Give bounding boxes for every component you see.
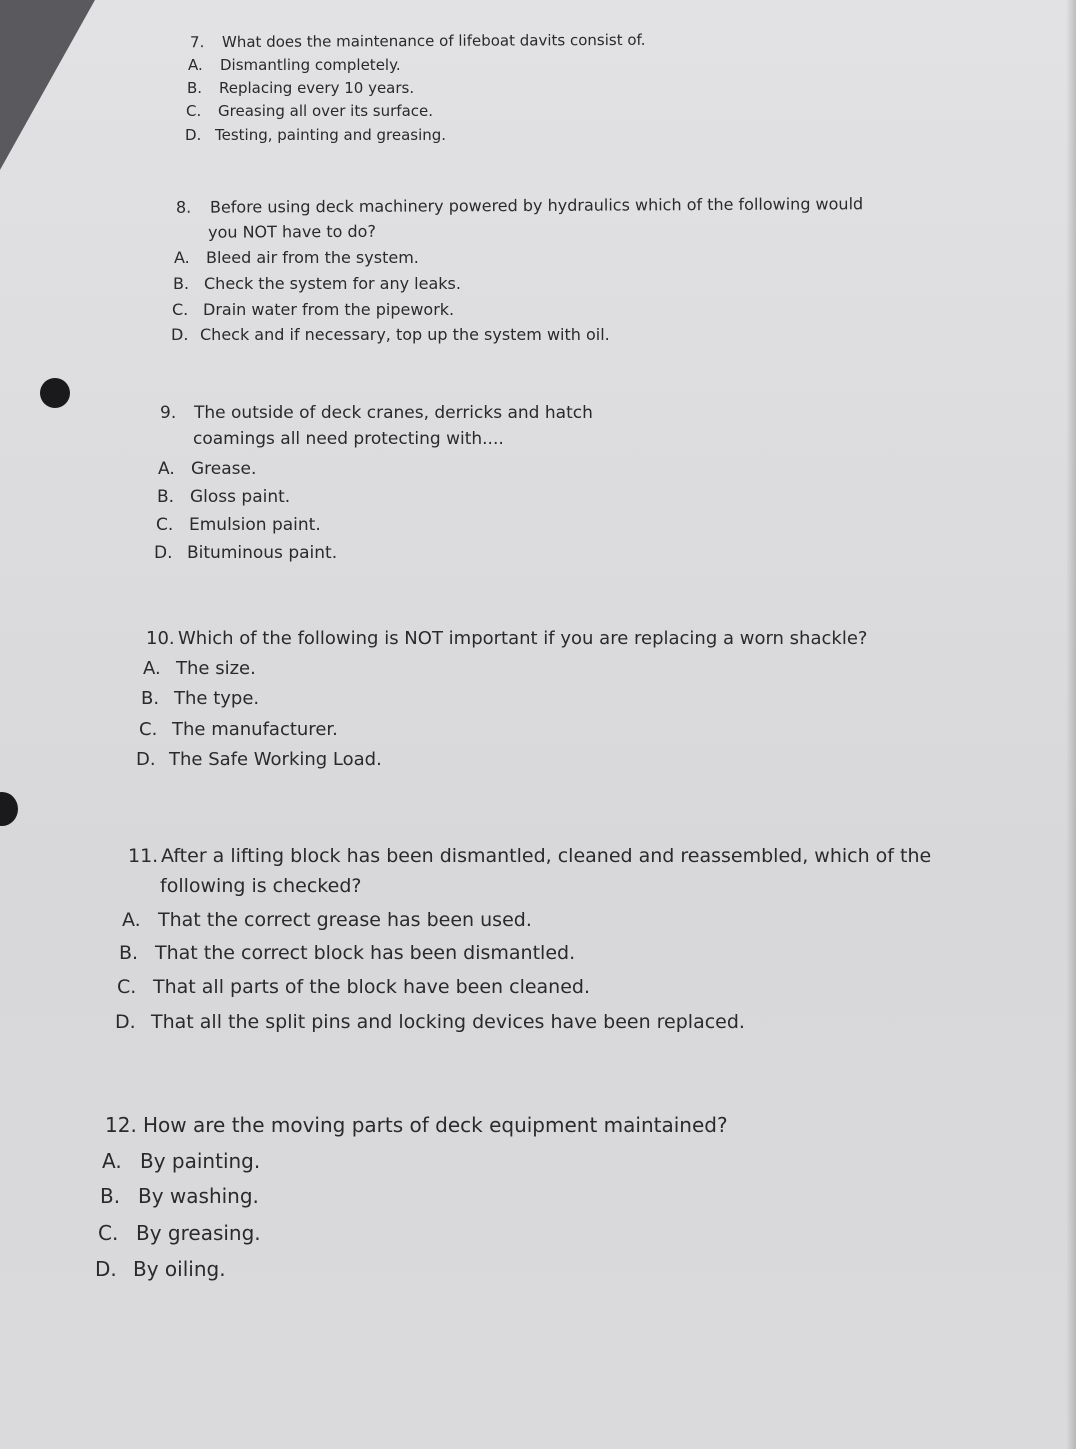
option-7a bbox=[188, 56, 401, 74]
question-number: 8. bbox=[175, 197, 192, 217]
option-10c bbox=[139, 719, 338, 740]
question-text: What does the maintenance of lifeboat davits consist of. bbox=[221, 30, 646, 52]
option-text: Bituminous paint. bbox=[187, 543, 338, 563]
option-text: By washing. bbox=[138, 1184, 259, 1208]
option-7c bbox=[186, 102, 433, 120]
question-number: 9. bbox=[160, 403, 177, 423]
question-text: Which of the following is NOT important if you are replacing a worn shackle? bbox=[178, 628, 868, 649]
question-10 bbox=[146, 628, 867, 649]
question-number: 11. bbox=[128, 845, 159, 867]
punch-hole bbox=[40, 378, 70, 408]
option-8a bbox=[174, 248, 419, 267]
option-text: Check the system for any leaks. bbox=[204, 274, 461, 293]
option-letter: C. bbox=[156, 515, 174, 535]
question-text-continued: following is checked? bbox=[160, 875, 362, 897]
option-12c bbox=[98, 1221, 261, 1245]
option-letter: B. bbox=[157, 487, 175, 507]
option-letter: D. bbox=[185, 126, 202, 144]
option-letter: D. bbox=[115, 1011, 136, 1033]
option-text: That the correct block has been dismantled. bbox=[155, 942, 576, 964]
option-letter: C. bbox=[172, 300, 189, 319]
option-letter: D. bbox=[136, 749, 156, 770]
option-7b bbox=[187, 79, 414, 97]
option-9a bbox=[158, 459, 256, 479]
option-9c bbox=[156, 515, 321, 535]
option-10a bbox=[143, 658, 256, 679]
option-text: The Safe Working Load. bbox=[169, 749, 382, 770]
question-12 bbox=[105, 1113, 728, 1137]
option-text: The type. bbox=[174, 688, 260, 709]
option-text: The size. bbox=[176, 658, 256, 679]
option-11a bbox=[122, 909, 532, 931]
option-12b bbox=[100, 1184, 259, 1208]
option-12a bbox=[102, 1149, 260, 1173]
option-letter: A. bbox=[102, 1149, 122, 1173]
option-letter: A. bbox=[122, 909, 141, 931]
option-11c bbox=[117, 976, 590, 998]
question-number: 10. bbox=[146, 628, 175, 649]
option-letter: D. bbox=[171, 325, 189, 344]
question-9 bbox=[160, 403, 593, 449]
option-text: That the correct grease has been used. bbox=[158, 909, 532, 931]
option-letter: A. bbox=[174, 248, 190, 267]
question-number: 7. bbox=[189, 33, 205, 52]
option-11d bbox=[115, 1011, 745, 1033]
question-11 bbox=[128, 845, 931, 897]
option-text: By greasing. bbox=[136, 1221, 261, 1245]
question-text-continued: you NOT have to do? bbox=[208, 221, 376, 242]
option-text: Replacing every 10 years. bbox=[219, 79, 415, 97]
option-text: By painting. bbox=[140, 1149, 261, 1173]
option-10d bbox=[136, 749, 382, 770]
option-text: Gloss paint. bbox=[190, 487, 291, 507]
option-text: Greasing all over its surface. bbox=[218, 102, 434, 120]
question-text-continued: coamings all need protecting with.... bbox=[193, 429, 504, 449]
option-text: The manufacturer. bbox=[172, 719, 338, 740]
option-letter: B. bbox=[119, 942, 139, 964]
option-11b bbox=[119, 942, 575, 964]
option-12d bbox=[95, 1257, 226, 1281]
option-text: Testing, painting and greasing. bbox=[215, 126, 447, 144]
option-text: Bleed air from the system. bbox=[206, 248, 419, 267]
question-text: The outside of deck cranes, derricks and hatch bbox=[194, 403, 593, 423]
option-letter: C. bbox=[139, 719, 158, 740]
option-letter: B. bbox=[141, 688, 160, 709]
option-letter: B. bbox=[173, 274, 190, 293]
option-letter: D. bbox=[95, 1257, 117, 1281]
question-7 bbox=[190, 31, 646, 51]
option-7d bbox=[185, 126, 446, 144]
option-text: By oiling. bbox=[133, 1257, 226, 1281]
option-text: Grease. bbox=[191, 459, 257, 479]
option-10b bbox=[141, 688, 259, 709]
sheet-edge-shadow bbox=[1066, 0, 1076, 1449]
option-letter: B. bbox=[100, 1184, 121, 1208]
question-text: Before using deck machinery powered by hydraulics which of the following would bbox=[209, 194, 864, 217]
option-text: Emulsion paint. bbox=[189, 515, 321, 535]
option-text: Check and if necessary, top up the system with oil. bbox=[200, 325, 610, 344]
option-text: That all parts of the block have been cleaned. bbox=[153, 976, 591, 998]
question-8 bbox=[176, 194, 863, 242]
question-text: How are the moving parts of deck equipment maintained? bbox=[143, 1113, 728, 1137]
option-letter: C. bbox=[117, 976, 137, 998]
option-8c bbox=[172, 300, 454, 319]
option-letter: B. bbox=[187, 79, 203, 97]
option-letter: D. bbox=[154, 543, 173, 563]
option-text: Dismantling completely. bbox=[220, 56, 401, 74]
option-8b bbox=[173, 274, 461, 293]
option-letter: A. bbox=[188, 56, 203, 74]
option-text: Drain water from the pipework. bbox=[203, 300, 455, 319]
option-9b bbox=[157, 487, 290, 507]
option-text: That all the split pins and locking devices have been replaced. bbox=[151, 1011, 745, 1033]
question-number: 12. bbox=[105, 1113, 137, 1137]
option-letter: C. bbox=[186, 102, 202, 120]
option-letter: A. bbox=[143, 658, 161, 679]
option-9d bbox=[154, 543, 337, 563]
option-letter: A. bbox=[158, 459, 175, 479]
question-text: After a lifting block has been dismantled, cleaned and reassembled, which of the bbox=[161, 845, 932, 867]
option-8d bbox=[171, 325, 610, 344]
option-letter: C. bbox=[98, 1221, 119, 1245]
